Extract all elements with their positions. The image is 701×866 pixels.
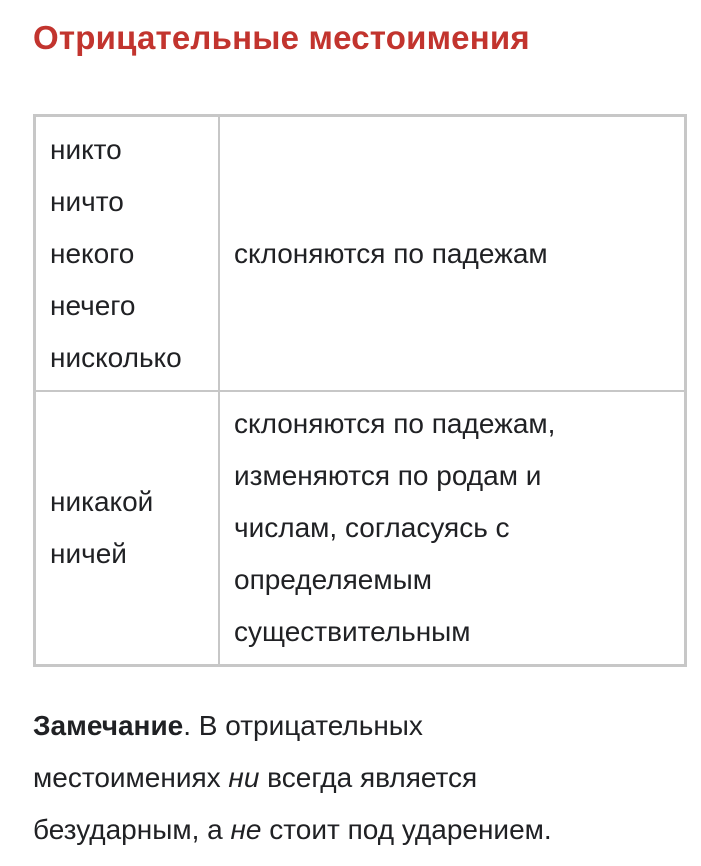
pronoun-words-cell xyxy=(36,391,219,664)
note-paragraph xyxy=(33,700,673,856)
pronoun-table xyxy=(36,117,684,664)
note-particle-ni: ни xyxy=(228,762,260,793)
note-particle-ne: не xyxy=(230,814,262,845)
pronoun-word: нечего xyxy=(50,289,136,321)
pronoun-words-cell xyxy=(36,117,219,391)
description-line: существительным xyxy=(234,616,471,647)
table-row xyxy=(36,391,684,664)
description-line: числам, согласуясь с xyxy=(234,512,510,543)
note-line xyxy=(33,752,673,804)
pronoun-word: нисколько xyxy=(50,341,182,373)
pronoun-word: ничто xyxy=(50,185,124,217)
note-text: безударным, а xyxy=(33,814,231,845)
note-text: всегда является xyxy=(259,762,478,793)
note-text: . В отрицательных xyxy=(183,710,423,741)
table-row xyxy=(36,117,684,391)
pronoun-description-cell xyxy=(219,391,684,664)
description-line: склоняются по падежам xyxy=(234,237,548,269)
note-text: стоит под ударением. xyxy=(261,814,552,845)
pronoun-word: ничей xyxy=(50,538,127,569)
note-label: Замечание xyxy=(33,710,184,741)
description-line: определяемым xyxy=(234,564,432,595)
pronoun-word: никто xyxy=(50,133,122,165)
pronoun-word: никакой xyxy=(50,486,154,517)
description-line: изменяются по родам и xyxy=(234,460,542,491)
pronoun-table-container xyxy=(33,114,687,667)
note-text: местоимениях xyxy=(33,762,229,793)
pronoun-description-cell xyxy=(219,117,684,391)
note-line xyxy=(33,804,673,856)
note-line xyxy=(33,700,673,752)
description-line: склоняются по падежам, xyxy=(234,408,556,439)
pronoun-word: некого xyxy=(50,237,135,269)
page-title: Отрицательные местоимения xyxy=(33,19,530,56)
